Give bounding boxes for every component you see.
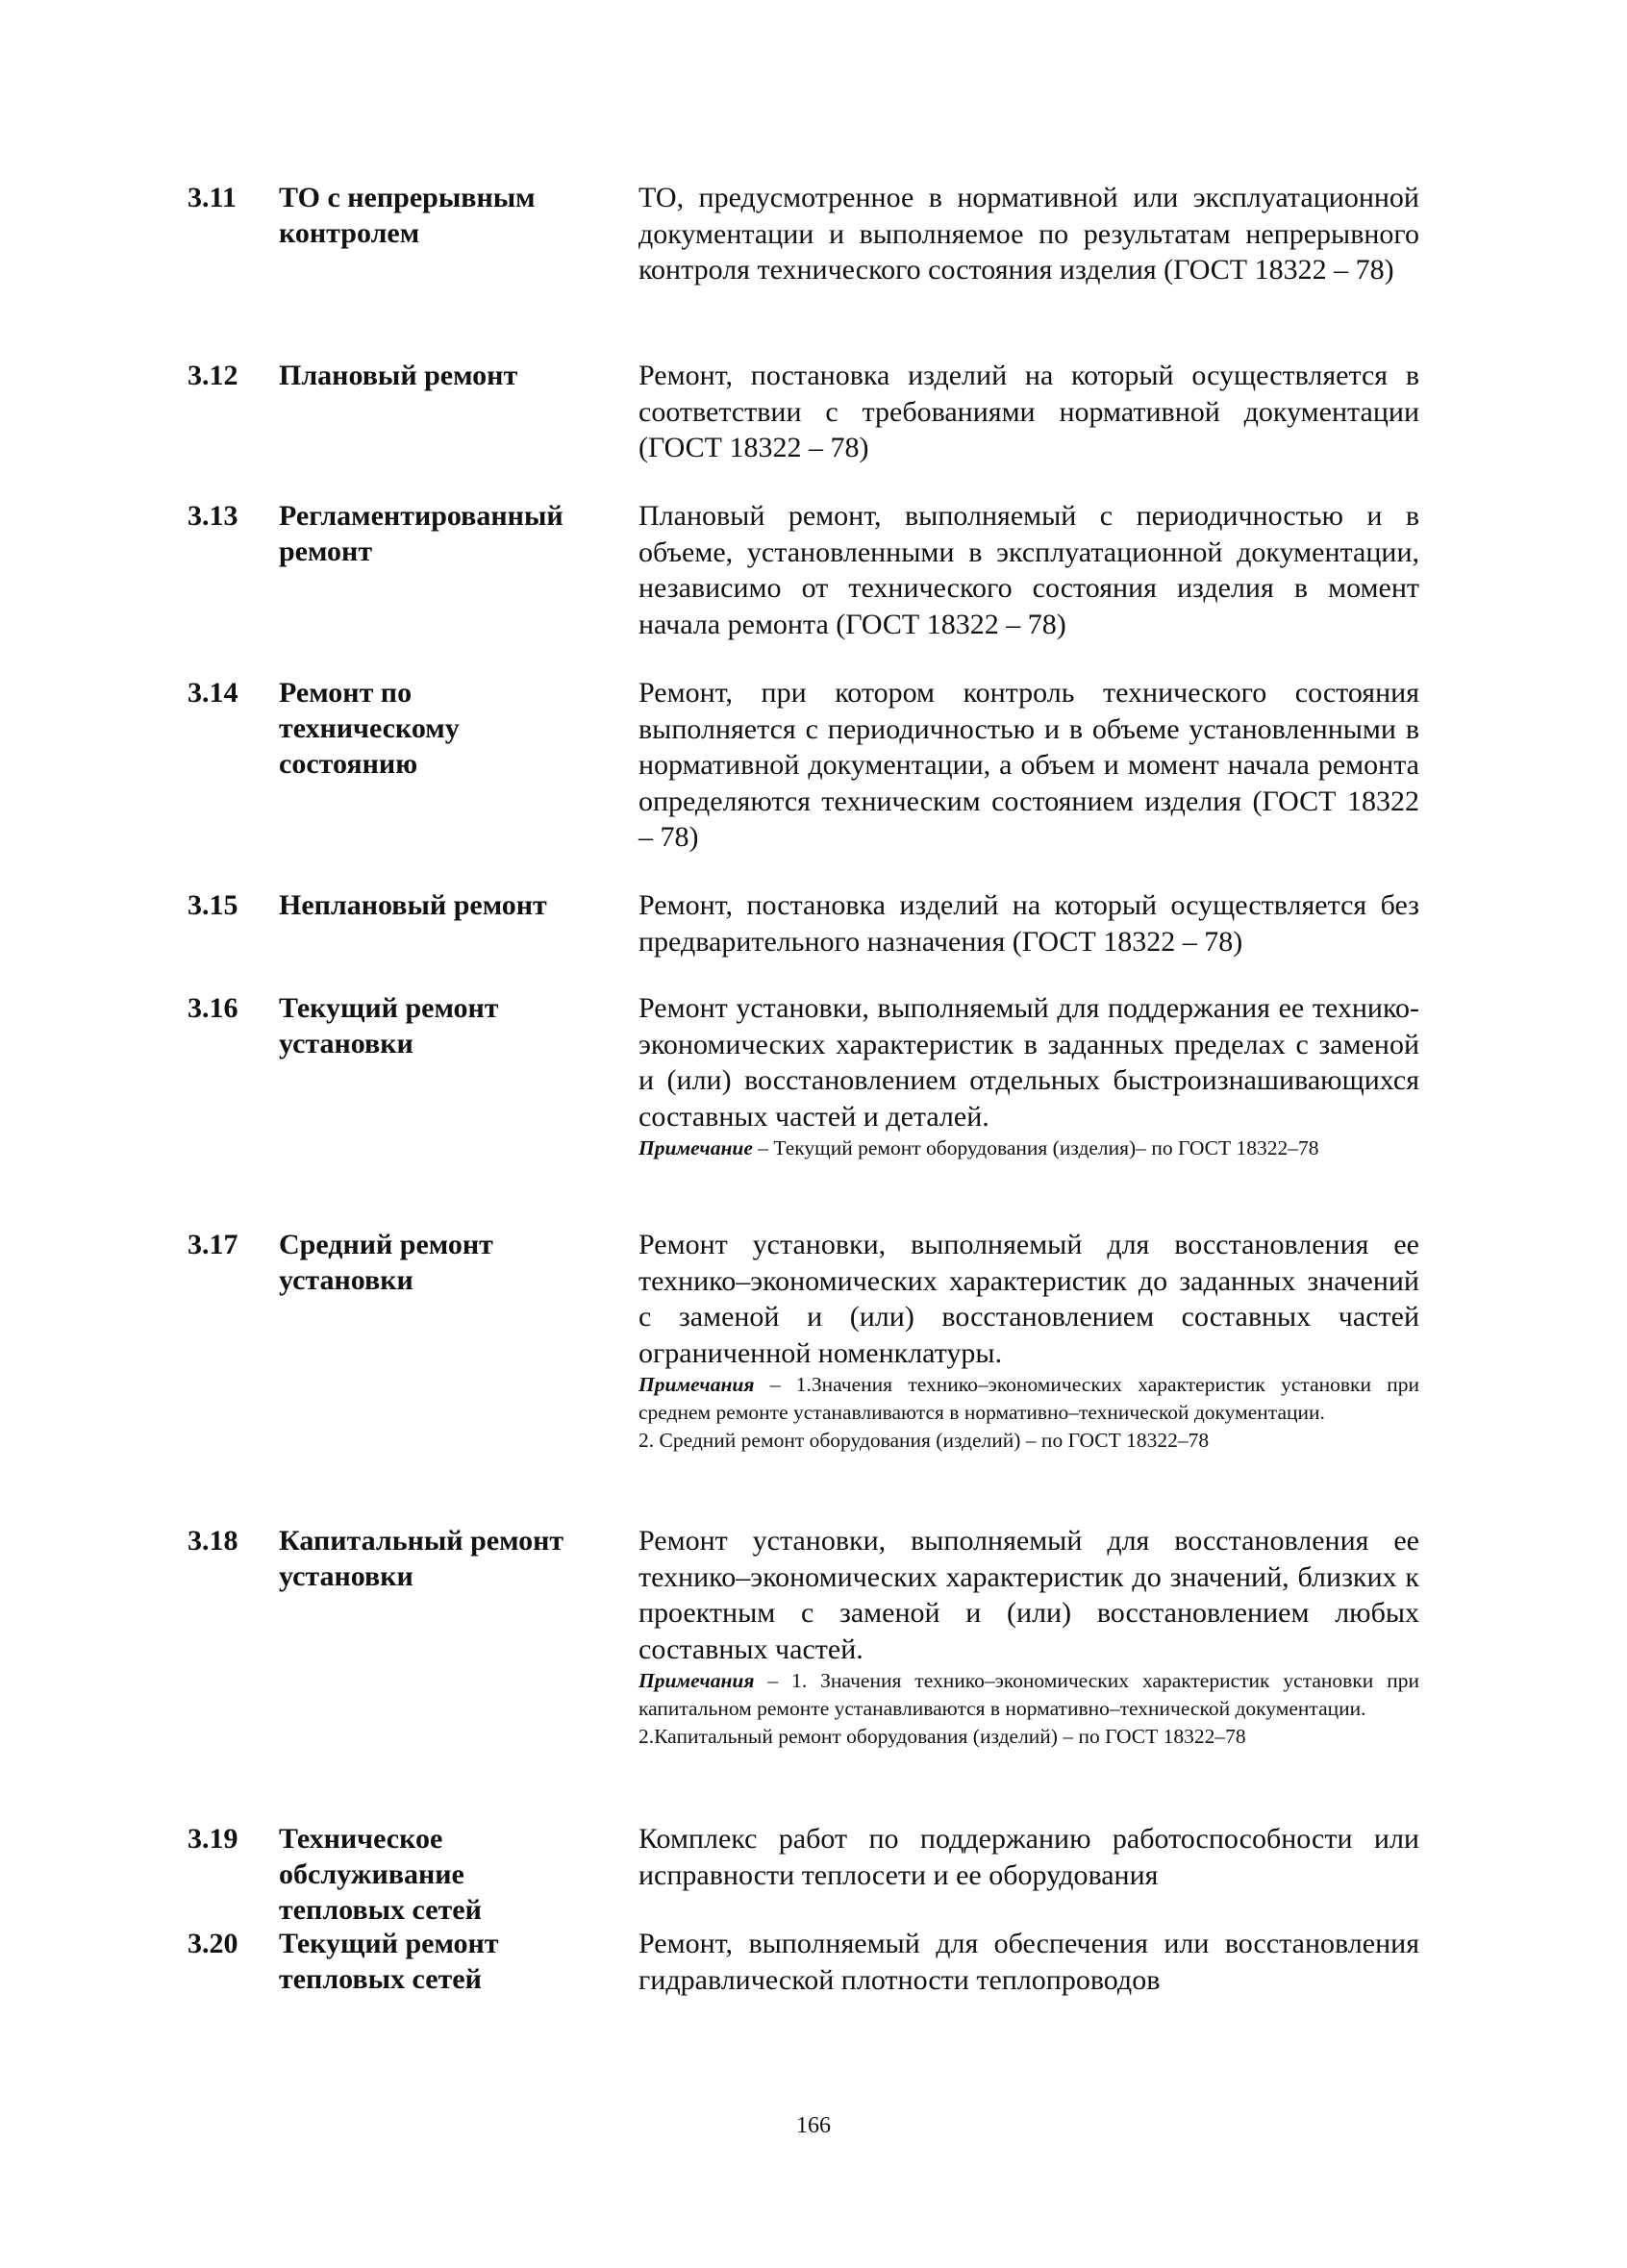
entry-number: 3.12	[188, 360, 238, 391]
entry-term: Неплановый ремонт	[279, 889, 547, 921]
entry-number: 3.18	[188, 1525, 238, 1557]
entry-term: Регламентированный ремонт	[279, 500, 563, 567]
entry-number: 3.11	[188, 182, 237, 213]
page-number: 166	[796, 2113, 831, 2138]
entry-number: 3.16	[188, 992, 238, 1024]
entry-number: 3.20	[188, 1928, 238, 1959]
entry-number: 3.17	[188, 1229, 238, 1260]
entry-definition	[638, 498, 1419, 642]
entry-term: ТО с непрерывным контролем	[279, 182, 536, 249]
definition-text: Ремонт установки, выполняемый для поддержания ее технико-экономических характеристик в заданных пределах с заменой и (или) восстановлением отдельных быстроизнашивающихся составных частей и деталей.	[638, 992, 1419, 1133]
entry-term: Капитальный ремонт установки	[279, 1525, 564, 1592]
definition-note	[638, 1371, 1419, 1427]
entry-term: Текущий ремонт установки	[279, 992, 499, 1059]
entry-definition	[638, 1227, 1419, 1455]
entry-term: Ремонт по техническому состоянию	[279, 677, 460, 780]
note-label: Примечание	[638, 1136, 753, 1159]
entry-term: Плановый ремонт	[279, 360, 518, 391]
entry-definition	[638, 990, 1419, 1162]
entry-term: Средний ремонт установки	[279, 1229, 493, 1296]
entry-number: 3.19	[188, 1823, 238, 1855]
definition-text: ТО, предусмотренное в нормативной или эксплуатационной документации и выполняемое по результатам непрерывного контроля технического состояния изделия (ГОСТ 18322 – 78)	[638, 182, 1419, 286]
entry-number: 3.13	[188, 500, 238, 532]
definition-text: Ремонт установки, выполняемый для восстановления ее технико–экономических характеристик до значений, близких к проектным с заменой и (или) восстановлением любых составных частей.	[638, 1525, 1419, 1665]
entry-number: 3.15	[188, 889, 238, 921]
note-text-2: 2.Капитальный ремонт оборудования (изделий) – по ГОСТ 18322–78	[638, 1725, 1246, 1748]
definition-text: Ремонт, выполняемый для обеспечения или восстановления гидравлической плотности теплопроводов	[638, 1928, 1419, 1996]
entry-definition	[638, 1523, 1419, 1751]
note-label: Примечания	[638, 1669, 755, 1692]
definition-text: Ремонт, постановка изделий на который осуществляется в соответствии с требованиями нормативной документации (ГОСТ 18322 – 78)	[638, 360, 1419, 463]
entry-number: 3.14	[188, 677, 238, 709]
note-label: Примечания	[638, 1373, 755, 1396]
definition-text: Комплекс работ по поддержанию работоспособности или исправности теплосети и ее оборудования	[638, 1823, 1419, 1891]
entry-definition	[638, 887, 1419, 960]
definition-text: Плановый ремонт, выполняемый с периодичностью и в объеме, установленными в эксплуатационной документации, независимо от технического состояния изделия в момент начала ремонта (ГОСТ 18322 – 78)	[638, 500, 1419, 640]
note-text: – Текущий ремонт оборудования (изделия)– по ГОСТ 18322–78	[752, 1136, 1319, 1159]
entry-definition	[638, 1926, 1419, 1998]
entry-definition	[638, 675, 1419, 856]
definition-note	[638, 1667, 1419, 1723]
note-text-2: 2. Средний ремонт оборудования (изделий) – по ГОСТ 18322–78	[638, 1429, 1210, 1452]
note-text: – 1.Значения технико–экономических характеристик установки при среднем ремонте устанавливаются в нормативно–технической документации.	[638, 1373, 1419, 1424]
entry-definition	[638, 358, 1419, 466]
entry-definition	[638, 1821, 1419, 1893]
definition-text: Ремонт, постановка изделий на который осуществляется без предварительного назначения (ГОСТ 18322 – 78)	[638, 889, 1419, 958]
definition-note	[638, 1134, 1419, 1162]
definition-text: Ремонт установки, выполняемый для восстановления ее технико–экономических характеристик до заданных значений с заменой и (или) восстановлением составных частей ограниченной номенклатуры.	[638, 1229, 1419, 1369]
definition-text: Ремонт, при котором контроль технического состояния выполняется с периодичностью и в объеме установленными в нормативной документации, а объем и момент начала ремонта определяются техническим состоянием изделия (ГОСТ 18322 – 78)	[638, 677, 1419, 853]
note-text: – 1. Значения технико–экономических характеристик установки при капитальном ремонте устанавливаются в нормативно–технической документации.	[638, 1669, 1419, 1720]
entry-term: Текущий ремонт тепловых сетей	[279, 1928, 499, 1995]
entry-definition	[638, 180, 1419, 288]
entry-term: Техническое обслуживание тепловых сетей	[279, 1823, 482, 1926]
